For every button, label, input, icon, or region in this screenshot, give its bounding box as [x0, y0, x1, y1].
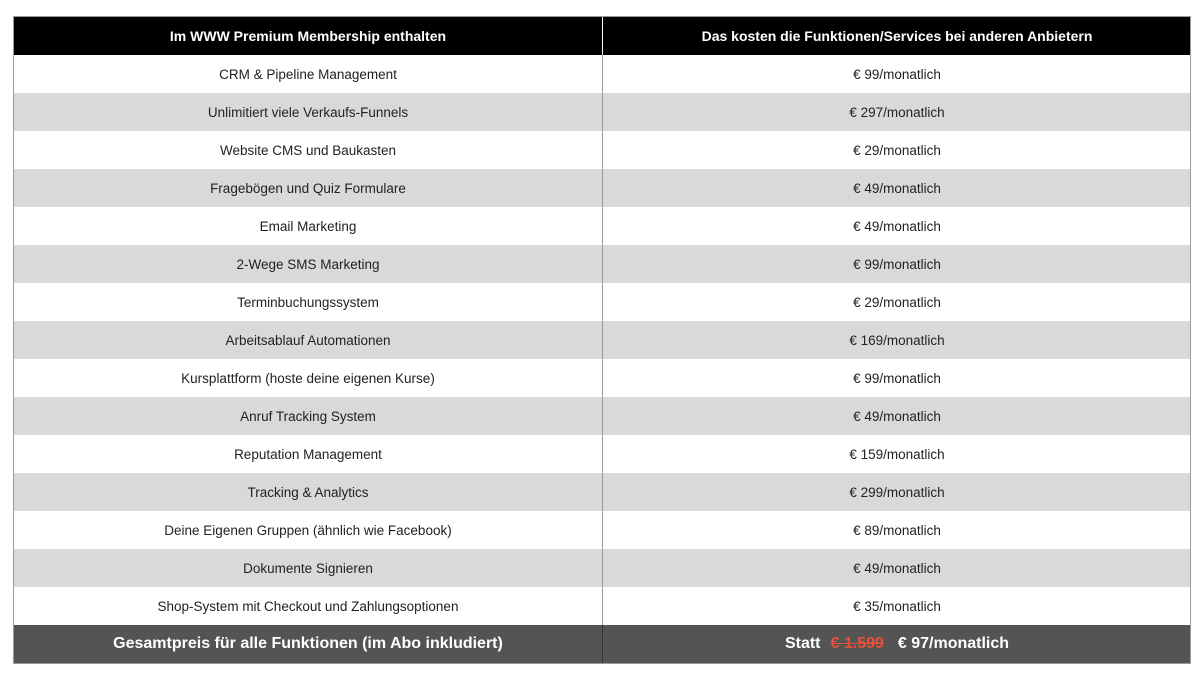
pricing-comparison-table	[13, 16, 1191, 664]
table-footer	[14, 625, 1190, 663]
total-price-value	[603, 625, 1191, 663]
price-cell: € 29/monatlich	[853, 294, 941, 310]
price-cell: € 49/monatlich	[853, 218, 941, 234]
table-row	[14, 131, 1190, 169]
header-competitor-costs: Das kosten die Funktionen/Services bei anderen Anbietern	[701, 28, 1093, 44]
price-cell: € 99/monatlich	[853, 66, 941, 82]
feature-cell: Website CMS und Baukasten	[14, 131, 603, 169]
price-cell: € 49/monatlich	[853, 180, 941, 196]
feature-cell: CRM & Pipeline Management	[14, 55, 603, 93]
price-cell: € 99/monatlich	[853, 370, 941, 386]
feature-cell: 2-Wege SMS Marketing	[14, 245, 603, 283]
price-cell: € 99/monatlich	[853, 256, 941, 272]
table-row	[14, 473, 1190, 511]
price-cell: € 29/monatlich	[853, 142, 941, 158]
table-row	[14, 587, 1190, 625]
price-cell: € 49/monatlich	[853, 408, 941, 424]
feature-cell: Unlimitiert viele Verkaufs-Funnels	[14, 93, 603, 131]
feature-cell: Fragebögen und Quiz Formulare	[14, 169, 603, 207]
table-row	[14, 511, 1190, 549]
price-cell: € 299/monatlich	[849, 484, 945, 500]
feature-cell: Dokumente Signieren	[14, 549, 603, 587]
feature-cell: Shop-System mit Checkout und Zahlungsoptionen	[14, 587, 603, 625]
price-cell: € 35/monatlich	[853, 598, 941, 614]
price-cell: € 89/monatlich	[853, 522, 941, 538]
price-cell: € 169/monatlich	[849, 332, 945, 348]
feature-cell: Anruf Tracking System	[14, 397, 603, 435]
new-price: € 97/monatlich	[897, 635, 1010, 652]
table-header	[14, 17, 1190, 55]
table-row	[14, 93, 1190, 131]
feature-cell: Reputation Management	[14, 435, 603, 473]
table-row	[14, 435, 1190, 473]
table-row	[14, 283, 1190, 321]
statt-label: Statt	[784, 635, 821, 652]
table-row	[14, 359, 1190, 397]
feature-cell: Email Marketing	[14, 207, 603, 245]
feature-cell: Tracking & Analytics	[14, 473, 603, 511]
feature-cell: Terminbuchungssystem	[14, 283, 603, 321]
total-price-label: Gesamtpreis für alle Funktionen (im Abo inkludiert)	[14, 625, 603, 663]
feature-cell: Kursplattform (hoste deine eigenen Kurse)	[14, 359, 603, 397]
old-price: € 1.599	[830, 635, 884, 652]
table-row	[14, 397, 1190, 435]
price-cell: € 159/monatlich	[849, 446, 945, 462]
table-row	[14, 549, 1190, 587]
table-row	[14, 245, 1190, 283]
table-row	[14, 207, 1190, 245]
price-cell: € 49/monatlich	[853, 560, 941, 576]
feature-cell: Deine Eigenen Gruppen (ähnlich wie Facebook)	[14, 511, 603, 549]
feature-cell: Arbeitsablauf Automationen	[14, 321, 603, 359]
table-row	[14, 169, 1190, 207]
header-included-features: Im WWW Premium Membership enthalten	[14, 17, 603, 55]
table-row	[14, 321, 1190, 359]
table-row	[14, 55, 1190, 93]
price-cell: € 297/monatlich	[849, 104, 945, 120]
table-body	[14, 55, 1190, 625]
